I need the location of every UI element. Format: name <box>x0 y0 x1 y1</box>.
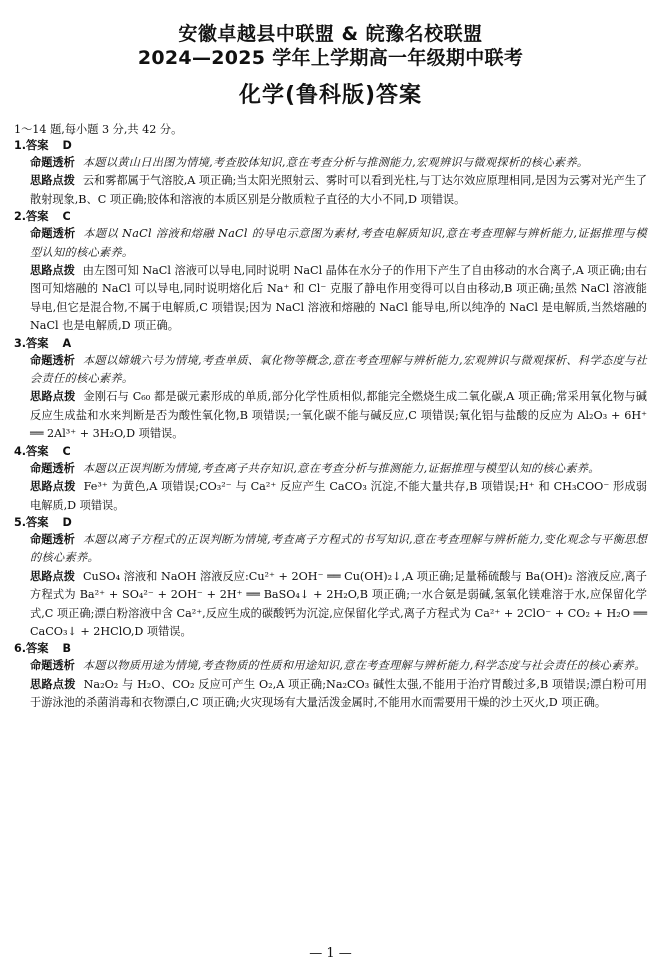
question-block <box>14 515 647 641</box>
answer-letter: B <box>62 642 71 656</box>
answer-label: 答案 <box>26 336 49 350</box>
hint-text: 金刚石与 C₆₀ 都是碳元素形成的单质,部分化学性质相似,都能完全燃烧生成二氧化碳,A 项正确;常采用氧化物与碱反应生成盐和水来判断是否为酸性氧化物,B 项错误;一氧化碳不能与碱反应,C 项错误;氧化铝与盐酸的反应为 Al₂O₃ + 6H⁺ ══ 2Al³⁺ + 3H₂O,D 项错误。 <box>30 390 647 441</box>
intent-text: 本题以物质用途为情境,考查物质的性质和用途知识,意在考查理解与辨析能力,科学态度与社会责任的核心素养。 <box>82 659 646 673</box>
answer-label: 答案 <box>26 444 49 458</box>
question-number: 5. <box>14 515 27 529</box>
answer-label: 答案 <box>26 210 49 224</box>
hint-label: 思路点拨 <box>30 390 76 404</box>
intent-text: 本题以黄山日出图为情境,考查胶体知识,意在考查分析与推测能力,宏观辨识与微观探析的核心素养。 <box>82 156 589 169</box>
hint-paragraph <box>14 478 647 515</box>
intent-label: 命题透析 <box>30 353 75 367</box>
hint-label: 思路点拨 <box>30 480 76 494</box>
question-answer-line <box>14 444 647 460</box>
question-number: 3. <box>14 336 27 350</box>
question-block <box>14 641 647 712</box>
question-block <box>14 336 647 444</box>
intent-label: 命题透析 <box>30 532 75 546</box>
intent-text: 本题以离子方程式的正误判断为情境,考查离子方程式的书写知识,意在考查理解与辨析能力,变化观念与平衡思想的核心素养。 <box>30 532 647 565</box>
question-answer-line <box>14 209 647 225</box>
hint-text: 由左图可知 NaCl 溶液可以导电,同时说明 NaCl 晶体在水分子的作用下产生了自由移动的水合离子,A 项正确;由右图可知熔融的 NaCl 可以导电,同时说明熔化后 Na⁺ 和 Cl⁻ 克服了静电作用变得可以自由移动,B 项正确;虽然 NaCl 溶液能导电,但它是混合物,不属于电解质,C 项错误;因为 NaCl 溶液和熔融的 NaCl 能导电,所以纯净的 NaCl 是电解质,当然熔融的 NaCl 也是电解质,D 项正确。 <box>30 264 647 333</box>
answer-letter: D <box>62 139 72 152</box>
intent-label: 命题透析 <box>30 227 76 241</box>
intent-paragraph <box>14 154 647 172</box>
question-number: 6. <box>14 642 27 656</box>
subject-title: 化学(鲁科版)答案 <box>238 83 423 108</box>
answer-letter: D <box>62 515 72 529</box>
hint-paragraph <box>14 676 647 713</box>
question-answer-line <box>14 515 647 531</box>
hint-paragraph <box>14 262 647 336</box>
hint-label: 思路点拨 <box>30 569 75 583</box>
hint-text: 云和雾都属于气溶胶,A 项正确;当太阳光照射云、雾时可以看到光柱,与丁达尔效应原理相同,是因为云雾对光产生了散射现象,B、C 项正确;胶体和溶液的本质区别是分散质粒子直径的大小不同,D 项错误。 <box>30 174 647 206</box>
answer-letter: C <box>62 444 71 458</box>
intent-text: 本题以 NaCl 溶液和熔融 NaCl 的导电示意图为素材,考查电解质知识,意在考查理解与辨析能力,证据推理与模型认知的核心素养。 <box>30 227 647 259</box>
answer-letter: A <box>62 336 72 350</box>
question-block <box>14 138 647 209</box>
intent-paragraph <box>14 352 647 389</box>
page-number: — 1 — <box>309 946 352 961</box>
intent-text: 本题以正误判断为情境,考查离子共存知识,意在考查分析与推测能力,证据推理与模型认知的核心素养。 <box>82 461 600 475</box>
question-answer-line <box>14 336 647 352</box>
intent-paragraph <box>14 225 647 262</box>
intent-paragraph <box>14 531 647 568</box>
hint-text: Na₂O₂ 与 H₂O、CO₂ 反应可产生 O₂,A 项正确;Na₂CO₃ 碱性太强,不能用于治疗胃酸过多,B 项错误;漂白粉可用于游泳池的杀菌消毒和衣物漂白,C 项正确;火灾现场有大量活泼金属时,不能用水而需要用干燥的沙土灭火,D 项正确。 <box>30 677 647 710</box>
intent-paragraph <box>14 657 647 675</box>
page-header <box>14 0 647 110</box>
question-block <box>14 444 647 515</box>
hint-label: 思路点拨 <box>30 174 75 188</box>
question-number: 1. <box>14 139 27 152</box>
intent-label: 命题透析 <box>30 461 75 475</box>
exam-title: 2024—2025 学年上学期高一年级期中联考 <box>137 47 524 69</box>
question-answer-line <box>14 138 647 154</box>
hint-label: 思路点拨 <box>30 264 75 278</box>
answer-letter: C <box>62 210 71 224</box>
alliance-title: 安徽卓越县中联盟 & 皖豫名校联盟 <box>178 23 483 45</box>
answer-label: 答案 <box>26 515 49 529</box>
hint-paragraph <box>14 388 647 443</box>
hint-text: CuSO₄ 溶液和 NaOH 溶液反应:Cu²⁺ + 2OH⁻ ══ Cu(OH)₂↓,A 项正确;足量稀硫酸与 Ba(OH)₂ 溶液反应,离子方程式为 Ba²⁺ + SO₄²⁻ + 2OH⁻ + 2H⁺ ══ BaSO₄↓ + 2H₂O,B 项正确;一水合氨是弱碱,氢氧化镁难溶于水,应保留化学式,C 项正确;漂白粉溶液中含 Ca²⁺,反应生成的碳酸钙为沉淀,应保留化学式,离子方程式为 Ca²⁺ + 2ClO⁻ + CO₂ + H₂O ══ CaCO₃↓ + 2HClO,D 项错误。 <box>30 569 647 638</box>
question-block <box>14 209 647 335</box>
question-answer-line <box>14 641 647 657</box>
answer-label: 答案 <box>26 642 49 656</box>
intent-label: 命题透析 <box>30 659 75 673</box>
hint-text: Fe³⁺ 为黄色,A 项错误;CO₃²⁻ 与 Ca²⁺ 反应产生 CaCO₃ 沉淀,不能大量共存,B 项错误;H⁺ 和 CH₃COO⁻ 形成弱电解质,D 项错误。 <box>30 480 647 512</box>
hint-paragraph <box>14 172 647 209</box>
scoring-note: 1～14 题,每小题 3 分,共 42 分。 <box>14 123 183 136</box>
answer-label: 答案 <box>26 139 49 152</box>
intent-paragraph <box>14 460 647 478</box>
intent-label: 命题透析 <box>30 156 75 169</box>
question-number: 4. <box>14 444 27 458</box>
intent-text: 本题以嫦娥六号为情境,考查单质、氧化物等概念,意在考查理解与辨析能力,宏观辨识与微观探析、科学态度与社会责任的核心素养。 <box>30 353 647 386</box>
hint-label: 思路点拨 <box>30 677 76 691</box>
question-list <box>14 138 647 713</box>
question-number: 2. <box>14 210 27 224</box>
hint-paragraph <box>14 568 647 642</box>
